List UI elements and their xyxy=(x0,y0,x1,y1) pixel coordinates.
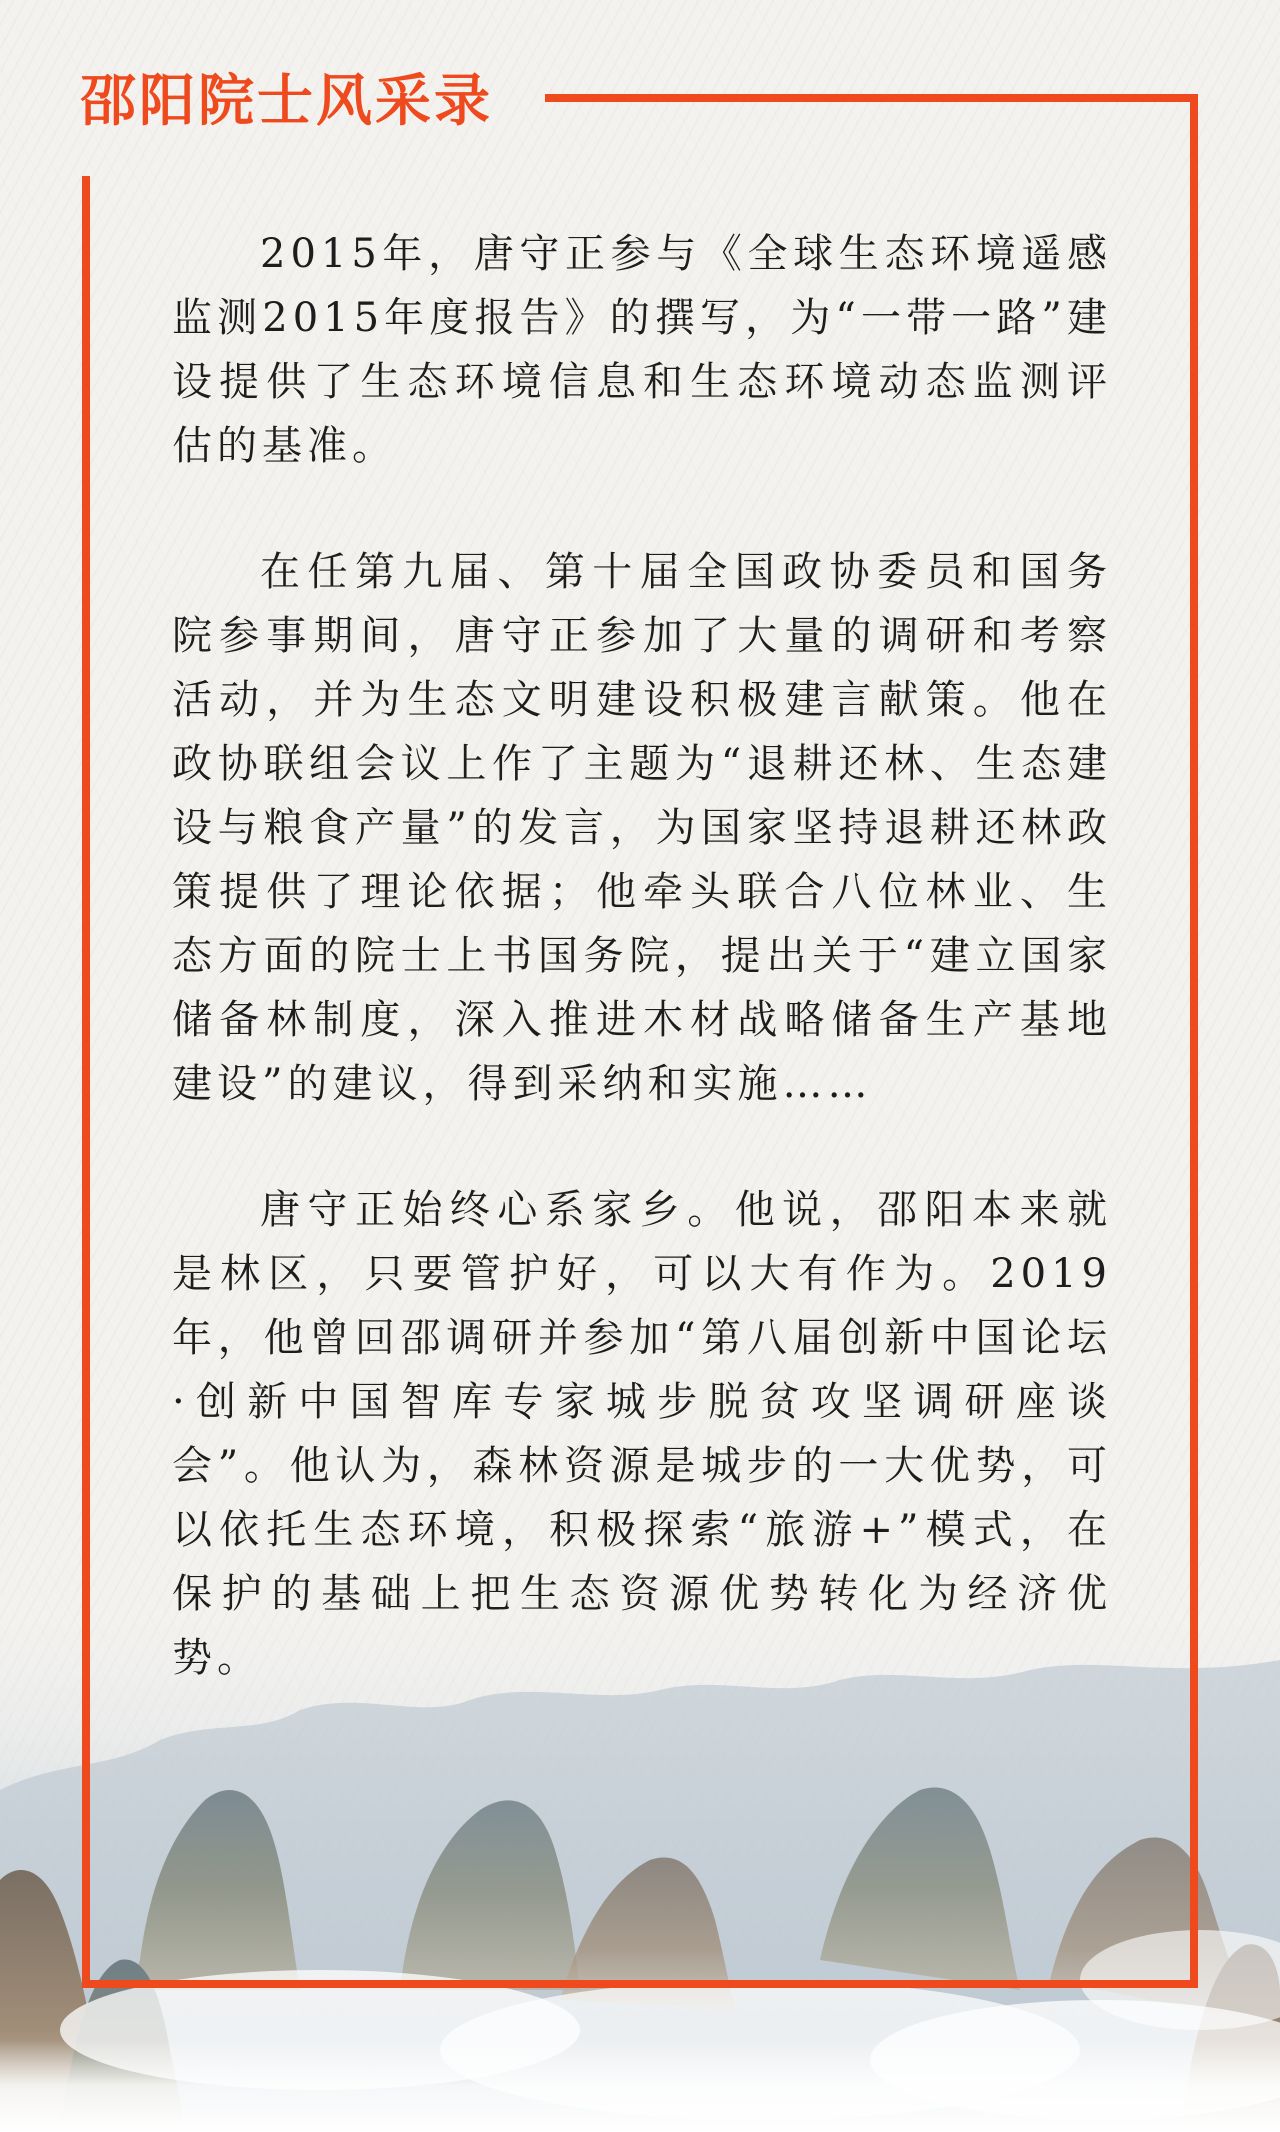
article-paragraph: 2015年，唐守正参与《全球生态环境遥感监测2015年度报告》的撰写，为“一带一路”建设提供了生态环境信息和生态环境动态监测评估的基准。 xyxy=(172,231,1112,469)
article-paragraph: 唐守正始终心系家乡。他说，邵阳本来就是林区，只要管护好，可以大有作为。2019年，他曾回邵调研并参加“第八届创新中国论坛·创新中国智库专家城步脱贫攻坚调研座谈会”。他认为，森林资源是城步的一大优势，可以依托生态环境，积极探索“旅游+”模式，在保护的基础上把生态资源优势转化为经济优势。 xyxy=(172,1187,1112,1681)
frame-bottom-border xyxy=(82,1980,1198,1988)
article-paragraph: 在任第九届、第十届全国政协委员和国务院参事期间，唐守正参加了大量的调研和考察活动，并为生态文明建设积极建言献策。他在政协联组会议上作了主题为“退耕还林、生态建设与粮食产量”的发言，为国家坚持退耕还林政策提供了理论依据；他牵头联合八位林业、生态方面的院士上书国务院，提出关于“建立国家储备林制度，深入推进木材战略储备生产基地建设”的建议，得到采纳和实施…… xyxy=(172,549,1112,1107)
frame-top-border xyxy=(545,94,1198,102)
article-body xyxy=(172,222,1112,1752)
page-title: 邵阳院士风采录 xyxy=(80,69,493,134)
frame-left-border xyxy=(82,176,90,1988)
frame-right-border xyxy=(1190,94,1198,1987)
